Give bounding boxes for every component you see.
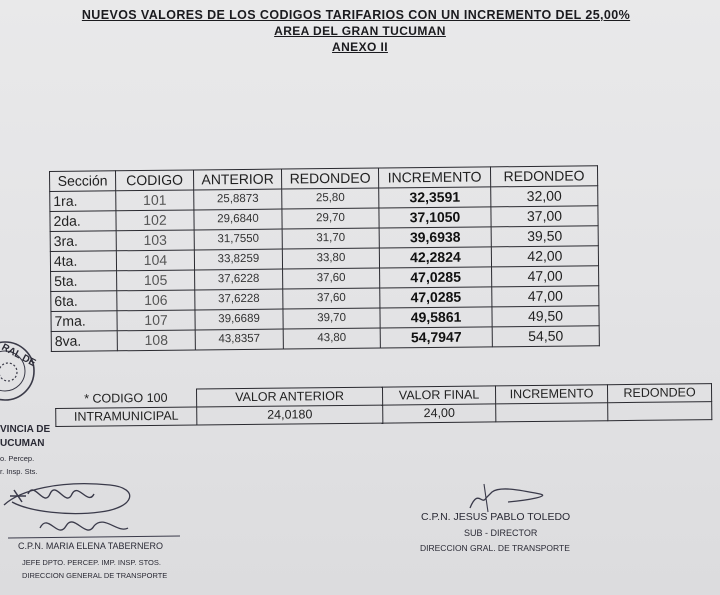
cell-incremento: 49,5861: [380, 307, 492, 328]
cell-valor-anterior: 24,0180: [197, 405, 383, 425]
cell-seccion: 4ta.: [50, 251, 116, 272]
cell-anterior: 39,6689: [195, 309, 283, 330]
cell-codigo: 103: [116, 230, 194, 251]
cell-anterior: 31,7550: [194, 229, 282, 250]
signer-left-dept: DIRECCION GENERAL DE TRANSPORTE: [22, 571, 168, 580]
cell-anterior: 33,8259: [194, 249, 282, 270]
header-valor-final: VALOR FINAL: [382, 386, 495, 405]
signer-left-role: JEFE DPTO. PERCEP. IMP. INSP. STOS.: [22, 558, 161, 567]
codigo-100-label: * CODIGO 100: [84, 390, 168, 406]
header-redondeo-final: REDONDEO: [490, 166, 597, 187]
cell-codigo: 101: [116, 190, 194, 211]
cell-seccion: 7ma.: [51, 311, 117, 332]
header-c100-redondeo: REDONDEO: [607, 384, 711, 403]
seal-text-5: r. Insp. Sts.: [0, 467, 38, 476]
header-c100-incremento: INCREMENTO: [495, 385, 607, 404]
cell-anterior: 29,6840: [194, 209, 282, 230]
cell-redondeo: 37,60: [283, 268, 380, 289]
header-valor-anterior: VALOR ANTERIOR: [196, 387, 382, 407]
cell-redondeo-final: 42,00: [491, 246, 598, 267]
cell-codigo: 102: [116, 210, 194, 231]
cell-redondeo: 29,70: [282, 208, 379, 229]
cell-anterior: 25,8873: [194, 189, 282, 210]
seal-text-1: RAL DE: [0, 341, 38, 370]
cell-seccion: 3ra.: [50, 231, 116, 252]
seal-text-2: VINCIA DE: [0, 424, 51, 435]
cell-incremento: 32,3591: [379, 187, 491, 208]
cell-incremento: 42,2824: [379, 247, 491, 268]
cell-redondeo-final: 49,50: [492, 306, 599, 327]
cell-codigo: 107: [117, 310, 195, 331]
tariff-table: [49, 165, 600, 352]
document-annex: ANEXO II: [332, 40, 388, 54]
cell-incremento: 47,0285: [380, 267, 492, 288]
header-incremento: INCREMENTO: [378, 167, 490, 188]
cell-c100-incremento: [496, 403, 608, 422]
cell-incremento: 39,6938: [379, 227, 491, 248]
header-anterior: ANTERIOR: [193, 169, 281, 190]
seal-text-3: UCUMAN: [0, 438, 45, 449]
signer-right-name: C.P.N. JESUS PABLO TOLEDO: [421, 511, 571, 523]
cell-anterior: 37,6228: [195, 269, 283, 290]
signer-right-dept: DIRECCION GRAL. DE TRANSPORTE: [420, 543, 570, 553]
cell-redondeo: 33,80: [282, 248, 379, 269]
cell-anterior: 43,8357: [195, 329, 283, 350]
cell-codigo: 108: [117, 330, 195, 351]
header-redondeo: REDONDEO: [281, 168, 378, 189]
signer-right-role: SUB - DIRECTOR: [464, 528, 538, 538]
cell-redondeo-final: 47,00: [492, 266, 599, 287]
cell-seccion: 1ra.: [50, 191, 116, 212]
cell-seccion: 8va.: [51, 331, 117, 352]
cell-codigo: 106: [117, 290, 195, 311]
document-header: [0, 8, 720, 54]
signer-left-name: C.P.N. MARIA ELENA TABERNERO: [18, 541, 164, 551]
cell-redondeo-final: 39,50: [491, 226, 598, 247]
cell-redondeo: 43,80: [283, 328, 380, 349]
cell-redondeo: 31,70: [282, 228, 379, 249]
cell-redondeo-final: 54,50: [492, 326, 599, 347]
cell-valor-final: 24,00: [383, 404, 496, 423]
cell-redondeo: 25,80: [282, 188, 379, 209]
codigo-100-table: [55, 383, 712, 427]
header-seccion: Sección: [50, 171, 116, 192]
cell-seccion: 2da.: [50, 211, 116, 232]
cell-incremento: 37,1050: [379, 207, 491, 228]
cell-codigo: 105: [117, 270, 195, 291]
cell-redondeo: 39,70: [283, 308, 380, 329]
signature-left-icon: [0, 450, 200, 550]
cell-incremento: 54,7947: [380, 327, 492, 348]
header-codigo: CODIGO: [116, 170, 194, 191]
cell-intramunicipal: INTRAMUNICIPAL: [56, 407, 197, 426]
cell-anterior: 37,6228: [195, 289, 283, 310]
cell-seccion: 5ta.: [51, 271, 117, 292]
cell-seccion: 6ta.: [51, 291, 117, 312]
cell-redondeo-final: 47,00: [492, 286, 599, 307]
cell-c100-redondeo: [608, 402, 712, 421]
document-title: NUEVOS VALORES DE LOS CODIGOS TARIFARIOS CON UN INCREMENTO DEL 25,00%: [81, 8, 631, 22]
document-subtitle: AREA DEL GRAN TUCUMAN: [274, 24, 446, 38]
cell-codigo: 104: [116, 250, 194, 271]
cell-redondeo-final: 32,00: [491, 186, 598, 207]
seal-text-4: o. Percep.: [0, 454, 35, 463]
cell-redondeo: 37,60: [283, 288, 380, 309]
cell-incremento: 47,0285: [380, 287, 492, 308]
cell-redondeo-final: 37,00: [491, 206, 598, 227]
